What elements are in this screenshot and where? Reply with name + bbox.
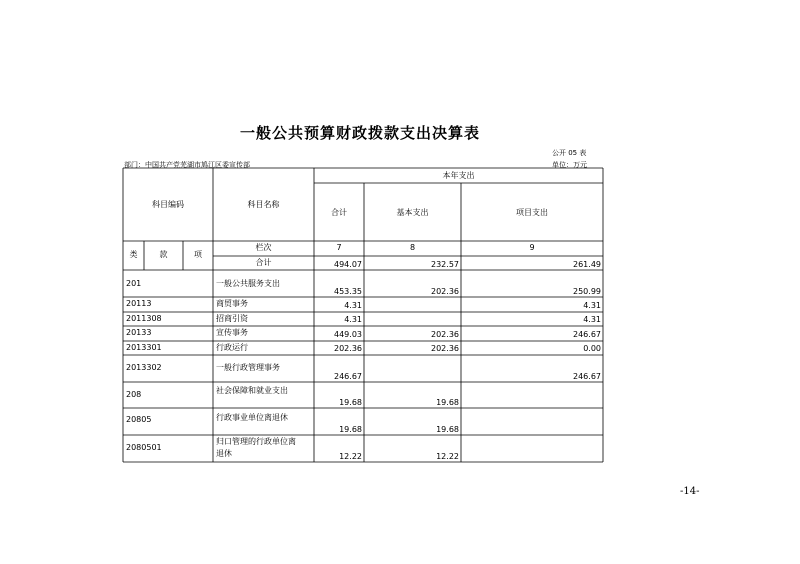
column-index-total: 7: [336, 243, 342, 252]
row-basic: 202.36: [431, 344, 459, 353]
row-name: 一般公共服务支出: [216, 279, 280, 288]
header-current-year: 本年支出: [442, 171, 475, 180]
row-code: 2013302: [126, 363, 162, 372]
row-project: 0.00: [583, 344, 601, 353]
row-name: 一般行政管理事务: [216, 363, 280, 372]
column-index-label: 栏次: [255, 243, 272, 252]
row-total: 4.31: [344, 315, 362, 324]
sum-project: 261.49: [573, 260, 601, 269]
column-index-basic: 8: [409, 243, 416, 252]
header-name: 科目名称: [247, 200, 280, 209]
row-name: 宣传事务: [216, 328, 248, 337]
row-total: 19.68: [339, 398, 362, 407]
row-project: 4.31: [583, 315, 601, 324]
row-project: 246.67: [573, 372, 601, 381]
row-name-line2: 退休: [216, 449, 232, 458]
row-code: 20805: [126, 415, 152, 424]
row-basic: 202.36: [431, 330, 459, 339]
row-project: 246.67: [573, 330, 601, 339]
header-total: 合计: [331, 208, 347, 217]
row-code: 20133: [126, 328, 152, 337]
row-name: 商贸事务: [216, 299, 248, 308]
department-label: 部门：中国共产党芜湖市鸠江区委宣传部: [124, 161, 250, 169]
row-basic: 19.68: [436, 425, 459, 434]
header-lei: 类: [129, 250, 138, 259]
row-total: 12.22: [339, 452, 362, 461]
page-number: -14-: [680, 486, 700, 497]
row-name: 行政事业单位离退休: [216, 413, 288, 422]
row-total: 202.36: [334, 344, 362, 353]
row-total: 4.31: [344, 301, 362, 310]
row-project: 4.31: [583, 301, 601, 310]
header-xiang: 项: [194, 250, 202, 259]
report-title: 一般公共预算财政拨款支出决算表: [239, 124, 480, 142]
unit-label: 单位：万元: [552, 161, 587, 169]
sum-label: 合计: [255, 258, 272, 267]
row-code: 2013301: [126, 343, 162, 352]
row-code: 208: [126, 390, 142, 399]
row-basic: 12.22: [436, 452, 459, 461]
row-name: 社会保障和就业支出: [216, 386, 288, 395]
header-basic: 基本支出: [396, 208, 429, 217]
row-code: 2080501: [126, 443, 162, 452]
form-number: 公开 05 表: [552, 149, 587, 157]
row-name: 招商引资: [216, 314, 248, 323]
row-code: 20113: [126, 299, 152, 308]
row-total: 19.68: [339, 425, 362, 434]
sum-total: 494.07: [334, 260, 362, 269]
row-basic: 202.36: [431, 287, 459, 296]
row-code: 201: [126, 279, 142, 288]
header-project: 项目支出: [516, 208, 548, 217]
row-total: 246.67: [334, 372, 362, 381]
row-name-line1: 归口管理的行政单位离: [216, 437, 296, 446]
row-basic: 19.68: [436, 398, 459, 407]
row-code: 2011308: [126, 314, 162, 323]
row-total: 453.35: [334, 287, 362, 296]
column-index-project: 9: [529, 243, 535, 252]
header-code: 科目编码: [152, 200, 184, 209]
row-name: 行政运行: [216, 343, 248, 352]
row-project: 250.99: [573, 287, 601, 296]
header-kuan: 款: [159, 250, 168, 259]
sum-basic: 232.57: [431, 260, 459, 269]
row-total: 449.03: [334, 330, 362, 339]
